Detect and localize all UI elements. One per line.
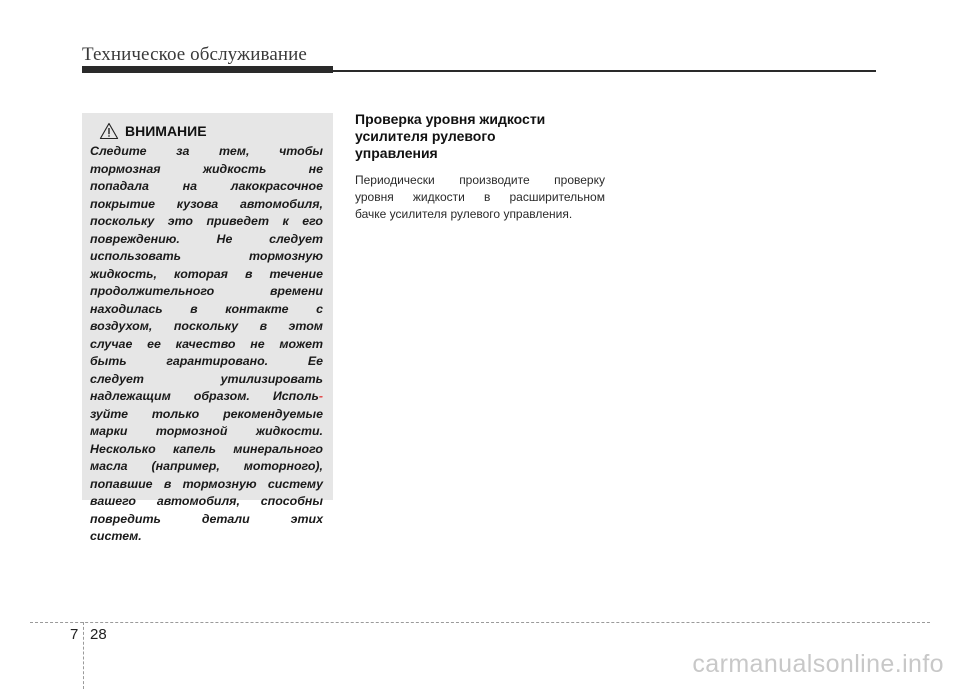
text-word: в [259, 319, 268, 333]
text-line [90, 353, 323, 371]
text-word: использовать [90, 249, 181, 263]
text-word: усилителя [389, 207, 448, 221]
section-power-steering-fluid [355, 111, 605, 223]
text-line [90, 336, 323, 354]
text-word: кузова [176, 196, 219, 211]
text-word: вашего [90, 494, 136, 508]
text-line [90, 528, 323, 546]
text-word: уровня [355, 190, 394, 204]
text-line [90, 441, 323, 459]
text-word: к [282, 214, 289, 228]
text-word: тем, [219, 144, 250, 158]
text-word: управления. [503, 207, 573, 221]
text-word: жидкость, [90, 266, 157, 281]
section-title-line: управления [355, 145, 438, 161]
text-line [90, 406, 323, 424]
text-word: в [190, 301, 198, 316]
text-word: только [151, 406, 200, 421]
header-bar-thick [82, 66, 333, 73]
text-line [90, 301, 323, 319]
text-word: повреждению. [90, 231, 180, 246]
text-word: продолжительного [90, 284, 215, 298]
text-word: жидкости. [255, 424, 323, 438]
warning-heading [99, 121, 323, 141]
text-word: тормозную [182, 476, 257, 491]
text-line [90, 458, 323, 476]
text-word: контакте [225, 301, 289, 316]
text-word: тормозной [155, 424, 228, 438]
text-line [90, 476, 323, 494]
text-word: систем. [90, 529, 142, 543]
text-word: Не [216, 231, 233, 246]
text-word: приведет [206, 214, 269, 228]
text-word: этом [288, 319, 323, 333]
text-word: Следите [90, 144, 147, 158]
text-line [90, 161, 323, 179]
text-word: способны [260, 494, 323, 508]
text-word: систему [267, 476, 323, 491]
text-word: жидкость [202, 161, 267, 176]
text-line [355, 189, 605, 206]
warning-text [90, 143, 323, 546]
text-word: (например, [151, 459, 220, 473]
text-line [90, 266, 323, 284]
text-line [90, 248, 323, 266]
text-word: случае [90, 336, 133, 351]
text-word: которая [173, 266, 228, 281]
text-word: автомобиля, [239, 196, 323, 211]
text-word: Ее [307, 354, 323, 368]
text-word: тормозную [249, 249, 323, 263]
text-word: моторного), [243, 459, 323, 473]
text-word: с [316, 301, 323, 316]
text-line [90, 493, 323, 511]
text-line [90, 213, 323, 231]
footer-vertical-rule [83, 622, 84, 689]
text-word: в [163, 476, 172, 491]
text-line [90, 318, 323, 336]
text-word: на [182, 179, 198, 193]
watermark: carmanualsonline.info [692, 650, 944, 678]
section-title-line: Проверка уровня жидкости [355, 111, 546, 127]
text-word: попадала [90, 179, 149, 193]
text-word: проверку [554, 173, 605, 187]
text-word: следует [269, 231, 323, 246]
text-word: чтобы [279, 144, 323, 158]
page-header-title: Техническое обслуживание [82, 44, 307, 65]
text-line [355, 206, 605, 223]
section-title [355, 111, 605, 162]
text-word: масла [90, 459, 128, 473]
text-word: попавшие [90, 476, 153, 491]
text-word: Несколько [90, 441, 156, 456]
text-line [90, 371, 323, 389]
text-word: бачке [355, 207, 387, 221]
text-word: расширительном [509, 190, 605, 204]
text-word: жидкости [412, 190, 465, 204]
text-word: может [279, 336, 323, 351]
text-word: гарантировано. [166, 354, 269, 368]
text-word: надлежащим [90, 389, 171, 403]
text-word: капель [172, 441, 216, 456]
text-word: воздухом, [90, 319, 153, 333]
text-word: находилась [90, 301, 163, 316]
text-word: рулевого [450, 207, 501, 221]
text-word: ее [147, 336, 161, 351]
text-word: быть [90, 354, 127, 368]
text-word: за [176, 144, 190, 158]
warning-title: ВНИМАНИЕ [125, 123, 207, 139]
chapter-number: 7 [70, 626, 79, 643]
text-word-hyphenated [273, 388, 323, 406]
text-word: не [308, 161, 323, 176]
text-line [90, 143, 323, 161]
text-word: рекомендуемые [223, 406, 323, 421]
text-word: поскольку [90, 214, 155, 228]
text-word: в [244, 266, 253, 281]
text-word: Периодически [355, 173, 435, 187]
header-rule [333, 70, 876, 72]
text-word: времени [269, 284, 323, 298]
text-word: повредить [90, 511, 161, 526]
text-line [90, 231, 323, 249]
text-word: течение [269, 266, 323, 281]
text-word: его [302, 214, 323, 228]
text-word: не [250, 336, 265, 351]
text-word: образом. [193, 389, 250, 403]
text-word: автомобиля, [156, 494, 240, 508]
footer-rule [30, 622, 930, 623]
text-word: утилизировать [220, 371, 323, 386]
text-word: в [483, 190, 491, 204]
text-word: производите [459, 173, 530, 187]
warning-triangle-icon [99, 122, 119, 140]
text-word: зуйте [90, 406, 129, 421]
text-line [355, 172, 605, 189]
text-word: покрытие [90, 196, 156, 211]
page-number: 28 [90, 626, 107, 643]
section-title-line: усилителя рулевого [355, 128, 496, 144]
text-word: Исполь [272, 389, 319, 403]
hyphen-mark: - [318, 389, 323, 403]
section-body-text [355, 172, 605, 223]
text-line [90, 388, 323, 406]
text-word: поскольку [173, 319, 239, 333]
text-word: это [167, 214, 193, 228]
text-word: минерального [233, 441, 323, 456]
text-line [90, 511, 323, 529]
text-word: марки [90, 424, 128, 438]
text-word: качество [175, 336, 236, 351]
text-word: лакокрасочное [230, 179, 323, 193]
text-word: следует [90, 371, 144, 386]
text-line [90, 178, 323, 196]
text-word: этих [290, 511, 323, 526]
warning-box [82, 113, 333, 543]
text-line [90, 283, 323, 301]
text-word: детали [201, 511, 250, 526]
text-line [90, 423, 323, 441]
text-line [90, 196, 323, 214]
text-word: тормозная [90, 161, 161, 176]
